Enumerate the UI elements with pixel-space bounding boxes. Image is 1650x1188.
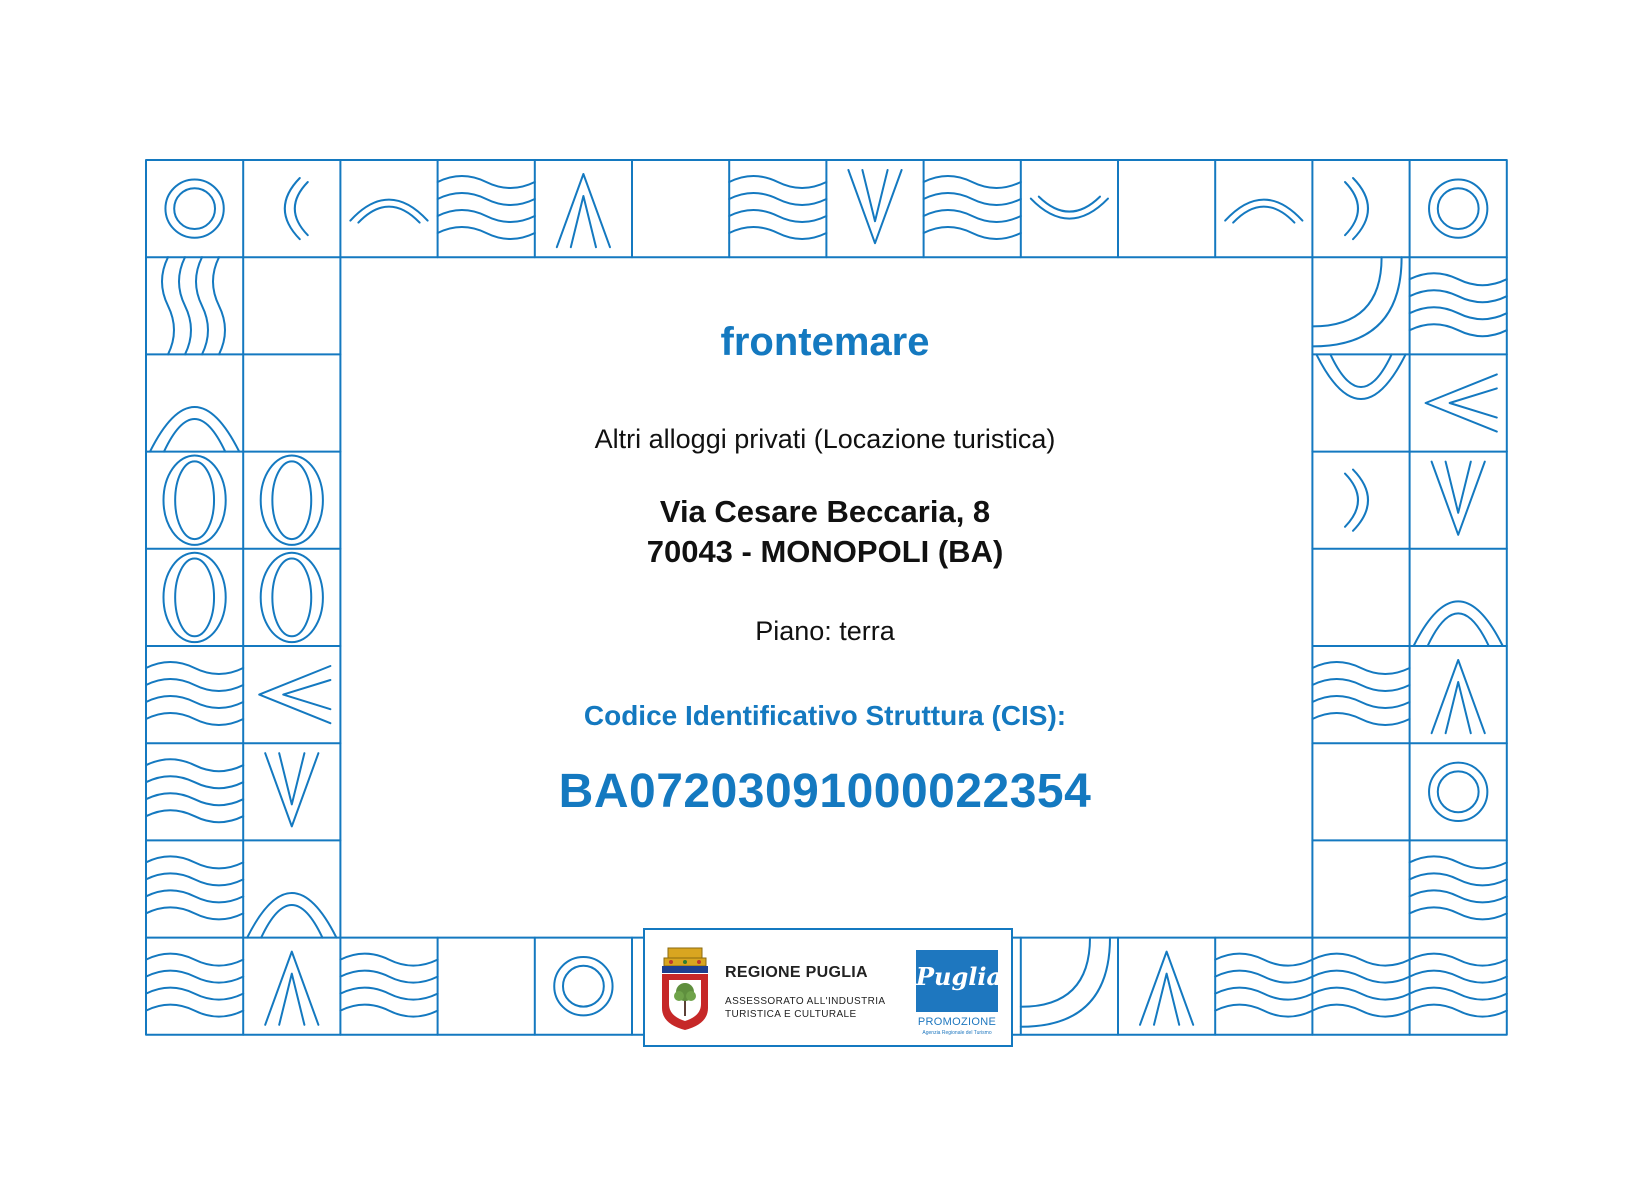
puglia-wordmark: Puglia bbox=[916, 962, 1003, 991]
address-city: 70043 - MONOPOLI (BA) bbox=[646, 534, 1004, 569]
floor-info: Piano: terra bbox=[755, 616, 895, 646]
puglia-logo bbox=[916, 950, 1003, 1012]
address-street: Via Cesare Beccaria, 8 bbox=[659, 494, 991, 529]
sponsor-logos bbox=[643, 928, 1013, 1047]
structure-name: frontemare bbox=[720, 320, 930, 364]
cis-code: BA07203091000022354 bbox=[558, 765, 1092, 818]
region-department-line2: TURISTICA E CULTURALE bbox=[725, 1009, 857, 1020]
promotion-subtitle: Agenzia Regionale del Turismo bbox=[922, 1030, 992, 1036]
region-name: REGIONE PUGLIA bbox=[725, 964, 868, 981]
region-department-line1: ASSESSORATO ALL'INDUSTRIA bbox=[725, 996, 886, 1007]
regione-puglia-crest-icon bbox=[658, 946, 712, 1032]
promotion-label: PROMOZIONE bbox=[917, 1016, 997, 1028]
structure-category: Altri alloggi privati (Locazione turistica) bbox=[594, 424, 1056, 454]
cis-label: Codice Identificativo Struttura (CIS): bbox=[583, 700, 1067, 731]
